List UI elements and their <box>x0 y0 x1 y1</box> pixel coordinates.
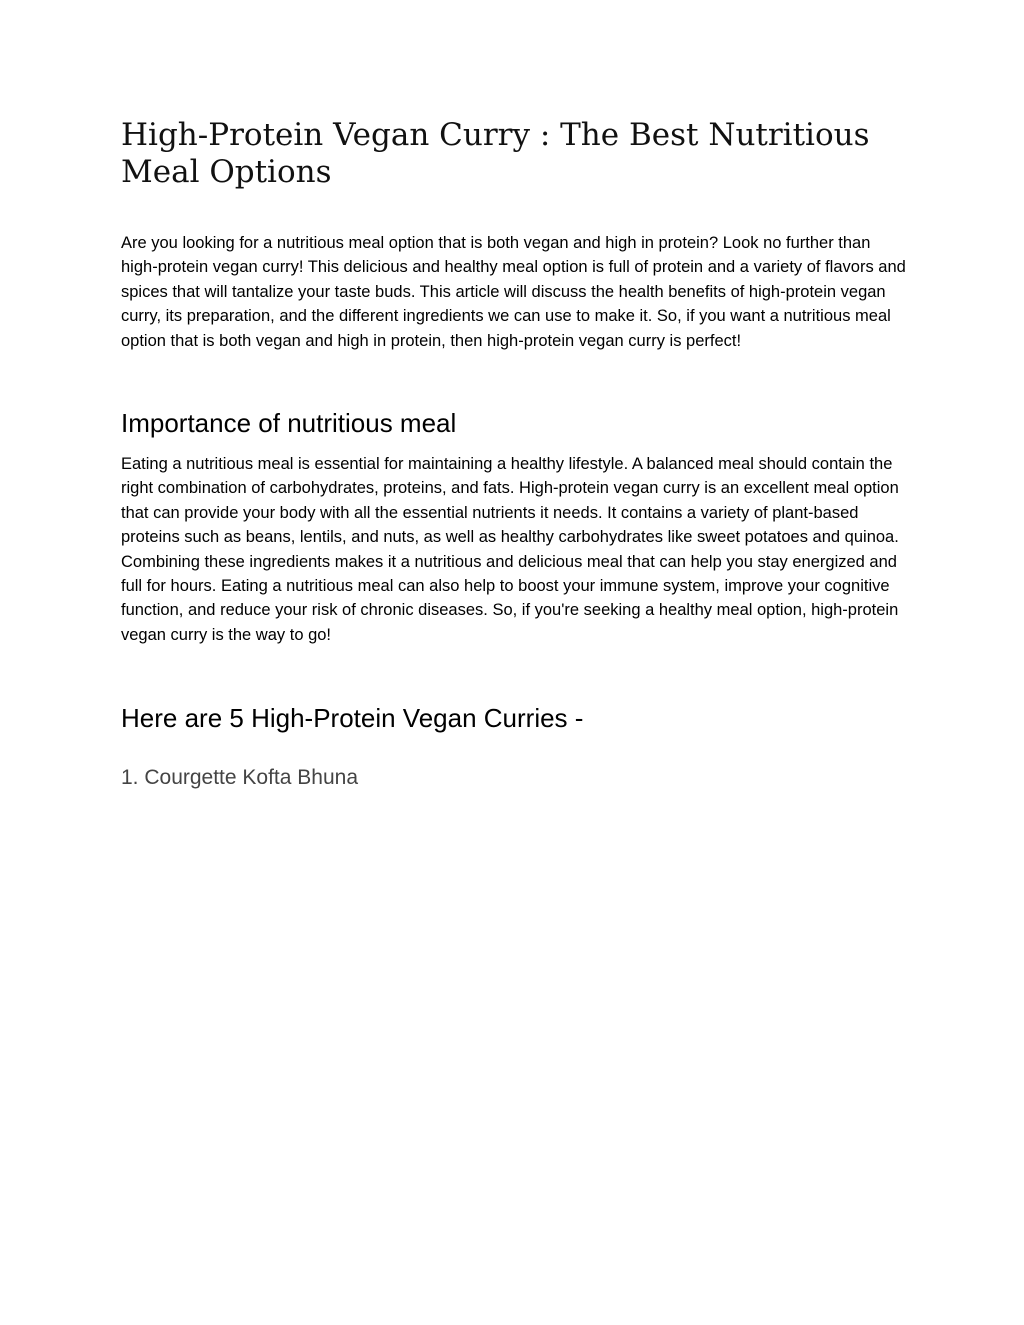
curry-list-item-1: 1. Courgette Kofta Bhuna <box>121 766 358 789</box>
document-title: High-Protein Vegan Curry : The Best Nutritious Meal Options <box>121 117 870 190</box>
section-heading-importance: Importance of nutritious meal <box>121 408 457 438</box>
intro-paragraph: Are you looking for a nutritious meal option that is both vegan and high in protein? Look no further than high-protein vegan curry! This delicious and healthy meal option is full of protein and a variety of flavors and spices that will tantalize your taste buds. This article will discuss the health benefits of high-protein vegan curry, its preparation, and the different ingredients we can use to make it. So, if you want a nutritious meal option that is both vegan and high in protein, then high-protein vegan curry is perfect! <box>121 234 906 350</box>
section-heading-curries: Here are 5 High-Protein Vegan Curries - <box>121 703 584 733</box>
section-body-importance: Eating a nutritious meal is essential for maintaining a healthy lifestyle. A balanced meal should contain the right combination of carbohydrates, proteins, and fats. High-protein vegan curry is an excellent meal option that can provide your body with all the essential nutrients it needs. It contains a variety of plant-based proteins such as beans, lentils, and nuts, as well as healthy carbohydrates like sweet potatoes and quinoa. Combining these ingredients makes it a nutritious and delicious meal that can help you stay energized and full for hours. Eating a nutritious meal can also help to boost your immune system, improve your cognitive function, and reduce your risk of chronic diseases. So, if you're seeking a healthy meal option, high-protein vegan curry is the way to go! <box>121 455 899 644</box>
